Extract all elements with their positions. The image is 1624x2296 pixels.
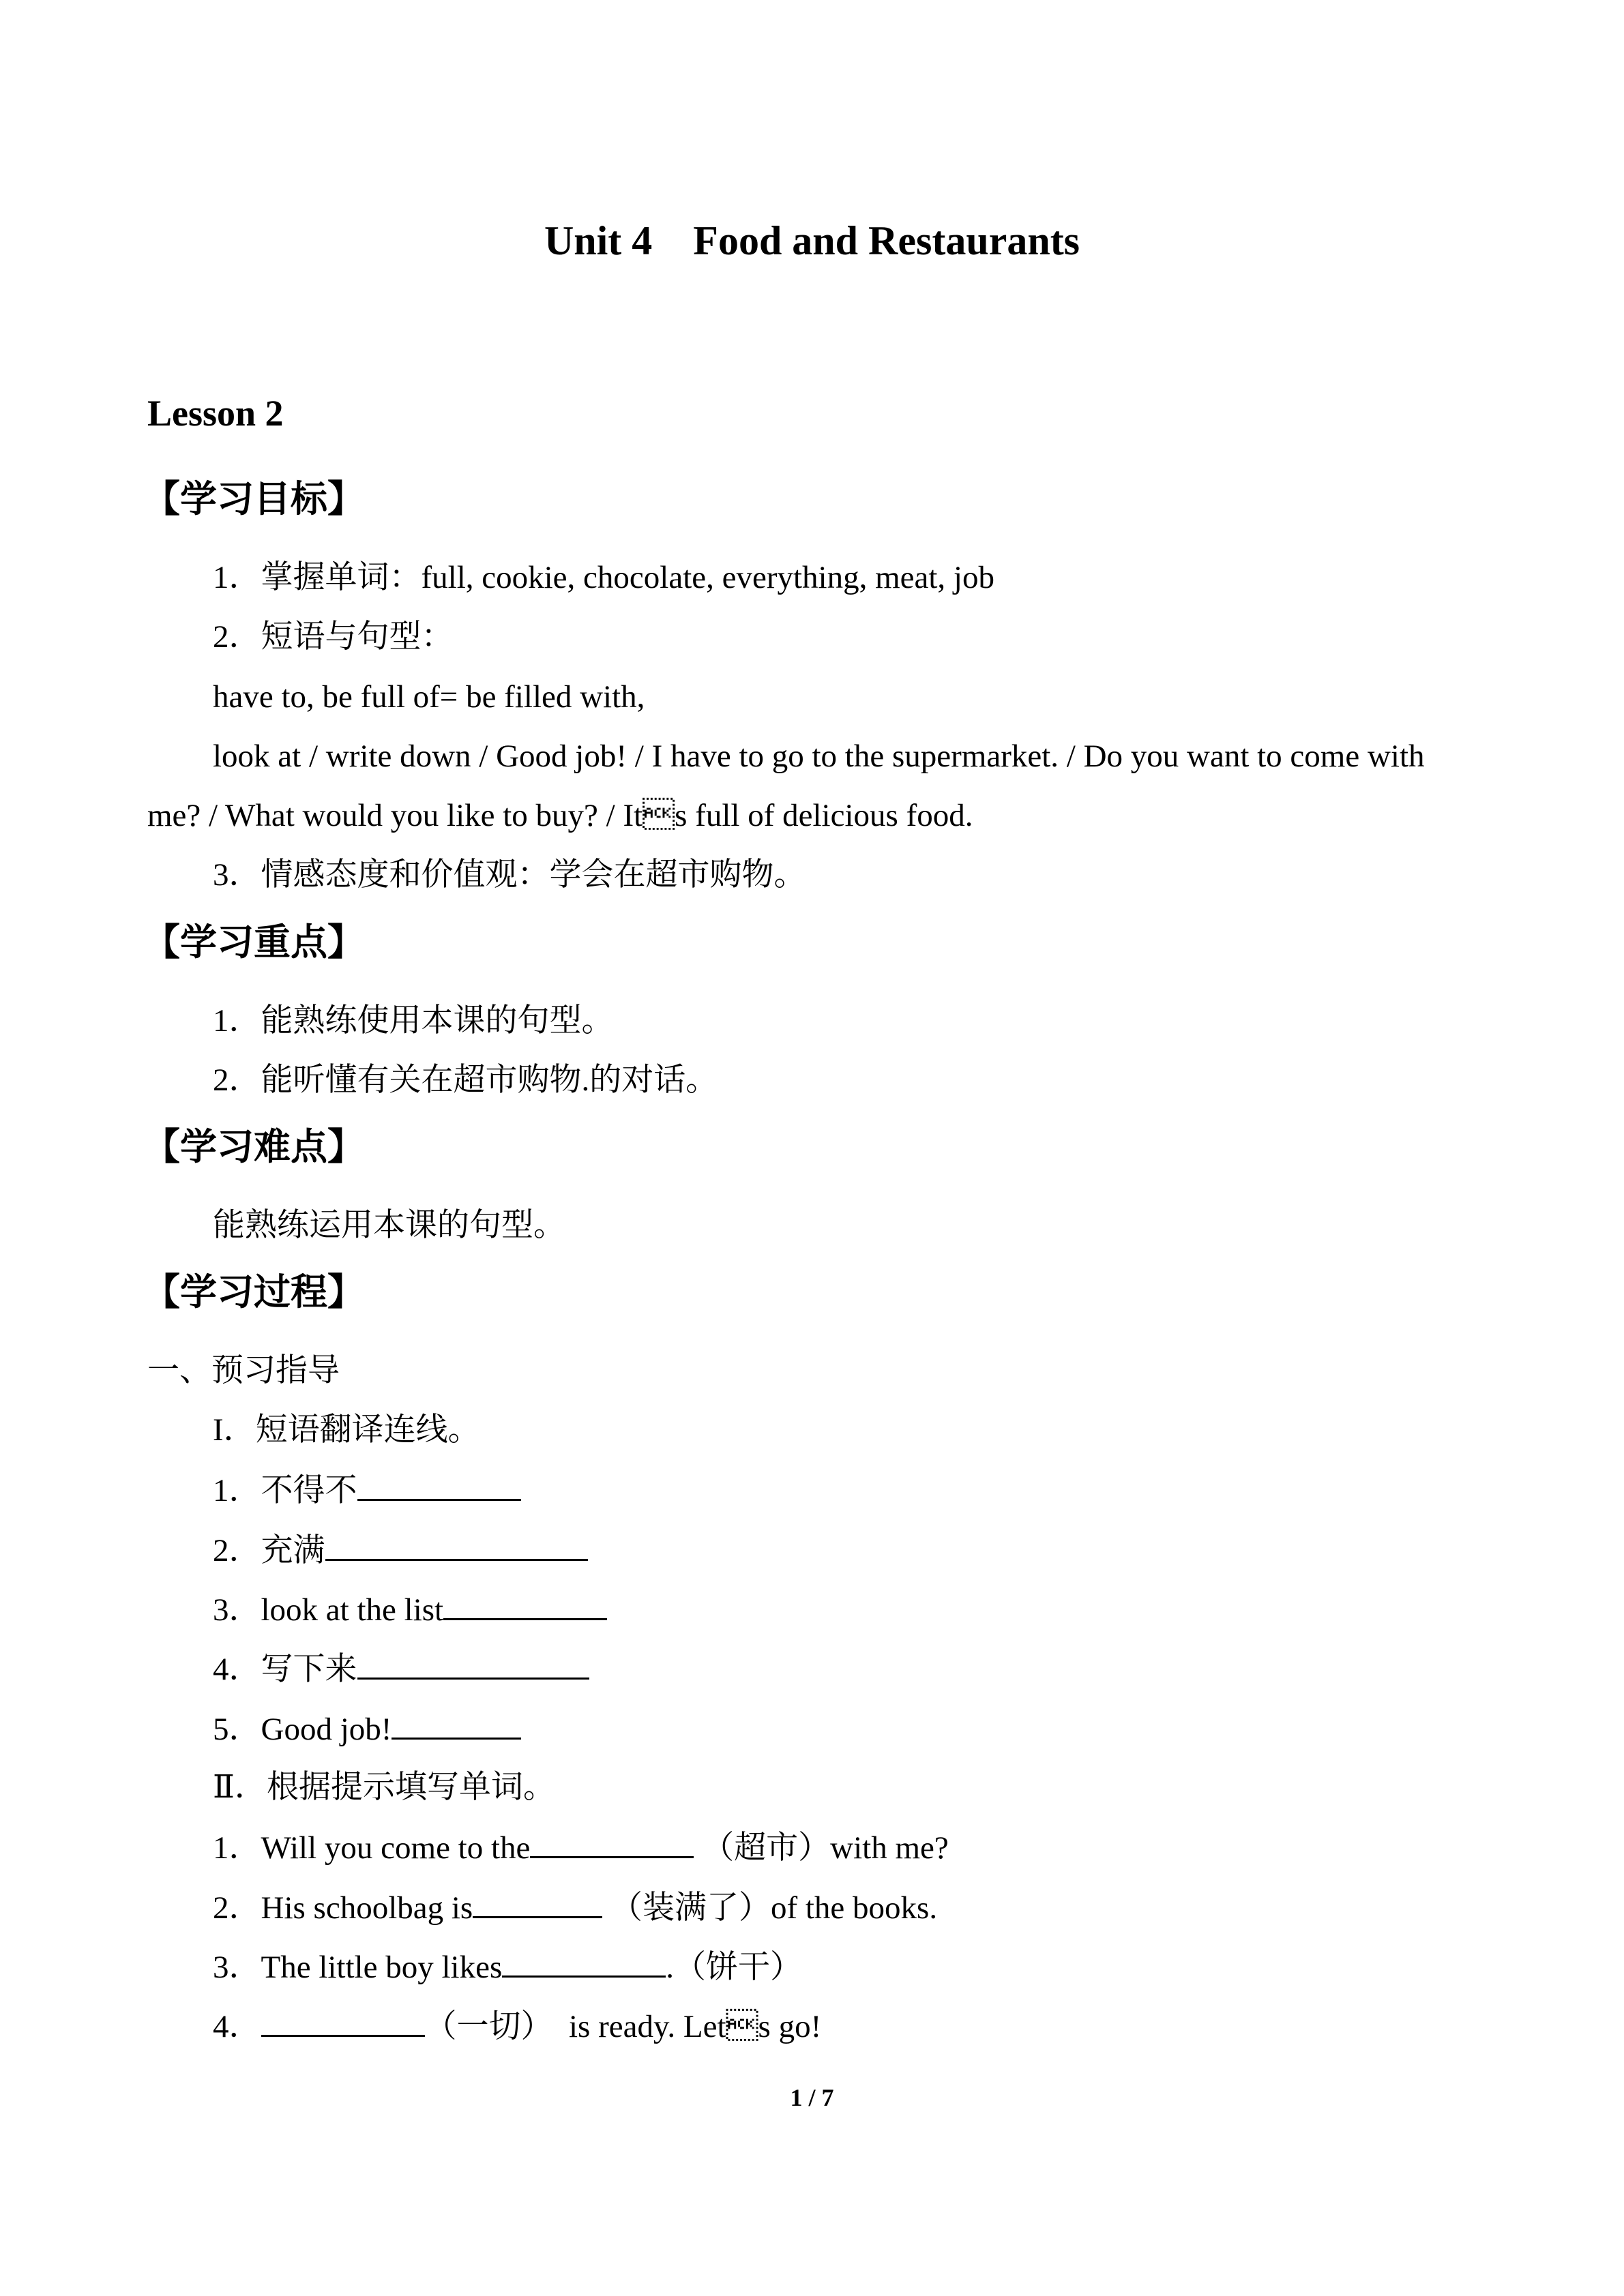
objective-item-2: 2．短语与句型： — [213, 619, 454, 655]
objective-sentences-line-1: look at / write down / Good job! / I have to go to the supermarket. / Do you want to come with — [213, 739, 1425, 774]
answer-blank[interactable] — [325, 1529, 588, 1561]
answer-blank[interactable] — [392, 1708, 521, 1740]
exercise1-item-5 — [213, 1708, 521, 1750]
exercise2-q1-before: 1．Will you come to the — [213, 1830, 531, 1866]
answer-blank[interactable] — [357, 1469, 521, 1501]
exercise1-item-2-text: 2．充满 — [213, 1533, 325, 1568]
exercise2-question-1 — [213, 1826, 949, 1868]
exercise2-question-3 — [213, 1945, 802, 1988]
page-number: 1 / 7 — [790, 2084, 834, 2111]
section-difficulties-heading: 【学习难点】 — [143, 1125, 364, 1168]
answer-blank[interactable] — [443, 1588, 607, 1620]
answer-blank[interactable] — [357, 1648, 589, 1680]
exercise1-item-1-text: 1．不得不 — [213, 1473, 357, 1508]
key-point-item-2: 2．能听懂有关在超市购物.的对话。 — [213, 1062, 718, 1098]
exercise2-question-4 — [213, 2005, 821, 2047]
exercise2-q4-after: （一切） is ready. Lets go! — [424, 2009, 822, 2044]
answer-blank[interactable] — [502, 1945, 666, 1978]
exercise1-item-4 — [213, 1648, 589, 1690]
process-part1-heading: 一、预习指导 — [147, 1353, 340, 1388]
section-process-heading: 【学习过程】 — [143, 1270, 364, 1313]
difficulty-item-1: 能熟练运用本课的句型。 — [213, 1208, 565, 1243]
objective-sentences-line-2: me? / What would you like to buy? / Its full of delicious food. — [147, 798, 973, 833]
objective-phrases: have to, be full of= be filled with, — [213, 679, 645, 715]
exercise2-q2-before: 2．His schoolbag is — [213, 1890, 473, 1926]
exercise1-heading: I．短语翻译连线。 — [213, 1412, 480, 1448]
exercise1-item-3-text: 3．look at the list — [213, 1592, 444, 1628]
answer-blank[interactable] — [473, 1886, 602, 1918]
section-objectives-heading: 【学习目标】 — [143, 477, 364, 520]
exercise2-q4-before: 4． — [213, 2009, 261, 2044]
key-point-item-1: 1．能熟练使用本课的句型。 — [213, 1003, 614, 1039]
exercise2-heading: Ⅱ．根据提示填写单词。 — [213, 1770, 555, 1805]
exercise2-question-2 — [213, 1886, 937, 1928]
exercise2-q3-before: 3．The little boy likes — [213, 1950, 503, 1985]
exercise1-item-5-text: 5．Good job! — [213, 1712, 392, 1747]
document-title: Unit 4 Food and Restaurants — [544, 218, 1080, 263]
exercise1-item-4-text: 4．写下来 — [213, 1652, 357, 1687]
answer-blank[interactable] — [530, 1826, 694, 1858]
exercise1-item-2 — [213, 1529, 588, 1571]
exercise2-q3-after: .（饼干） — [666, 1950, 802, 1985]
exercise1-item-1 — [213, 1469, 521, 1511]
objective-item-3: 3．情感态度和价值观：学会在超市购物。 — [213, 857, 806, 893]
exercise2-q1-after: （超市）with me? — [694, 1830, 949, 1866]
answer-blank[interactable] — [261, 2005, 425, 2037]
section-key-points-heading: 【学习重点】 — [143, 921, 364, 964]
lesson-heading: Lesson 2 — [147, 393, 284, 434]
objective-item-1: 1．掌握单词：full, cookie, chocolate, everything, meat, job — [213, 560, 994, 595]
exercise2-q2-after: （装满了）of the books. — [602, 1890, 938, 1926]
exercise1-item-3 — [213, 1588, 607, 1630]
